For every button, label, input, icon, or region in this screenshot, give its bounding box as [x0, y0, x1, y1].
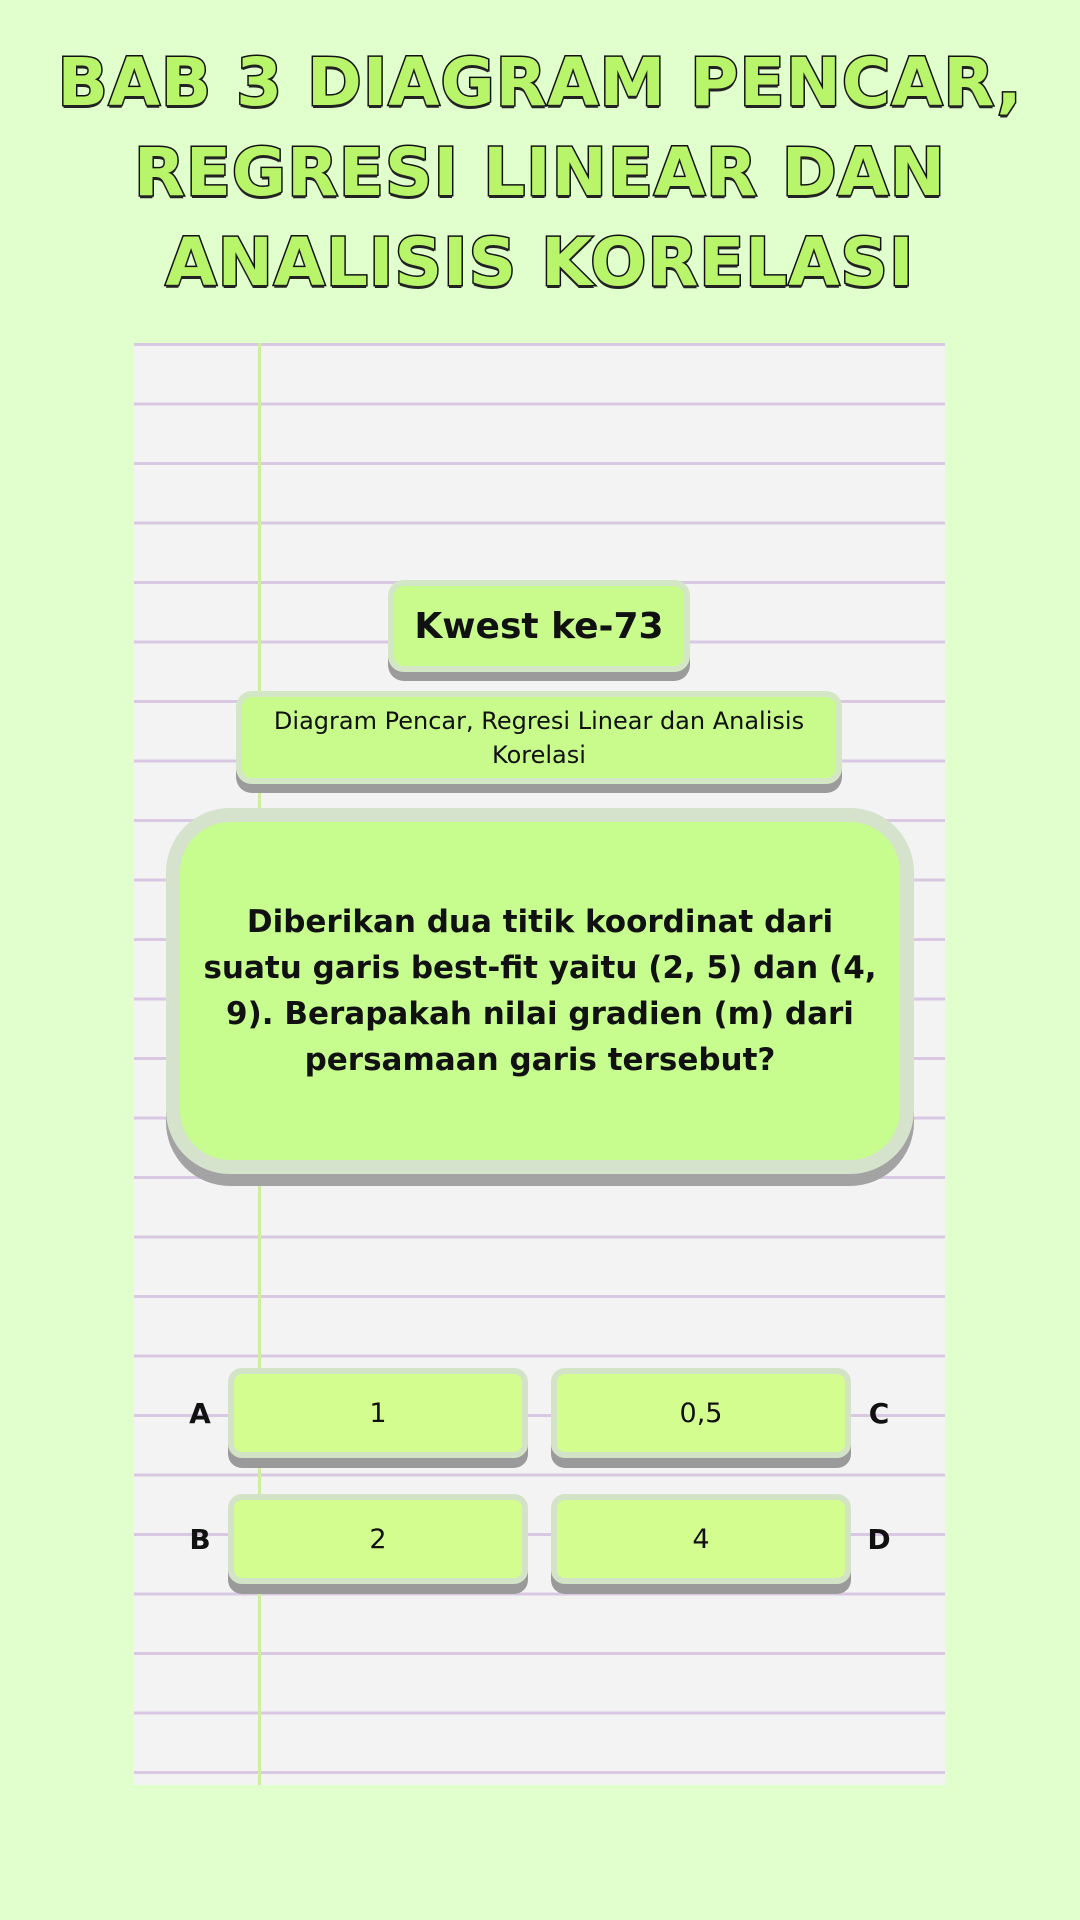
- option-a-letter: A: [189, 1397, 211, 1430]
- question-text: Diberikan dua titik koordinat dari suatu garis best-fit yaitu (2, 5) dan (4, 9). Berapakah nilai gradien (m) dari persamaan garis tersebut?: [203, 904, 877, 1078]
- option-c-letter: C: [868, 1397, 890, 1430]
- topic-label: Diagram Pencar, Regresi Linear dan Analisis Korelasi: [236, 691, 842, 784]
- option-b-letter: B: [189, 1523, 211, 1556]
- question-card: [166, 808, 914, 1174]
- option-c-button[interactable]: 0,5: [551, 1368, 851, 1458]
- quest-number-badge: Kwest ke-73: [388, 580, 690, 672]
- option-a-button[interactable]: 1: [228, 1368, 528, 1458]
- option-d-button[interactable]: 4: [551, 1494, 851, 1584]
- option-d-letter: D: [867, 1523, 891, 1556]
- option-b-button[interactable]: 2: [228, 1494, 528, 1584]
- page-title: BAB 3 DIAGRAM PENCAR, REGRESI LINEAR DAN ANALISIS KORELASI: [57, 44, 1023, 301]
